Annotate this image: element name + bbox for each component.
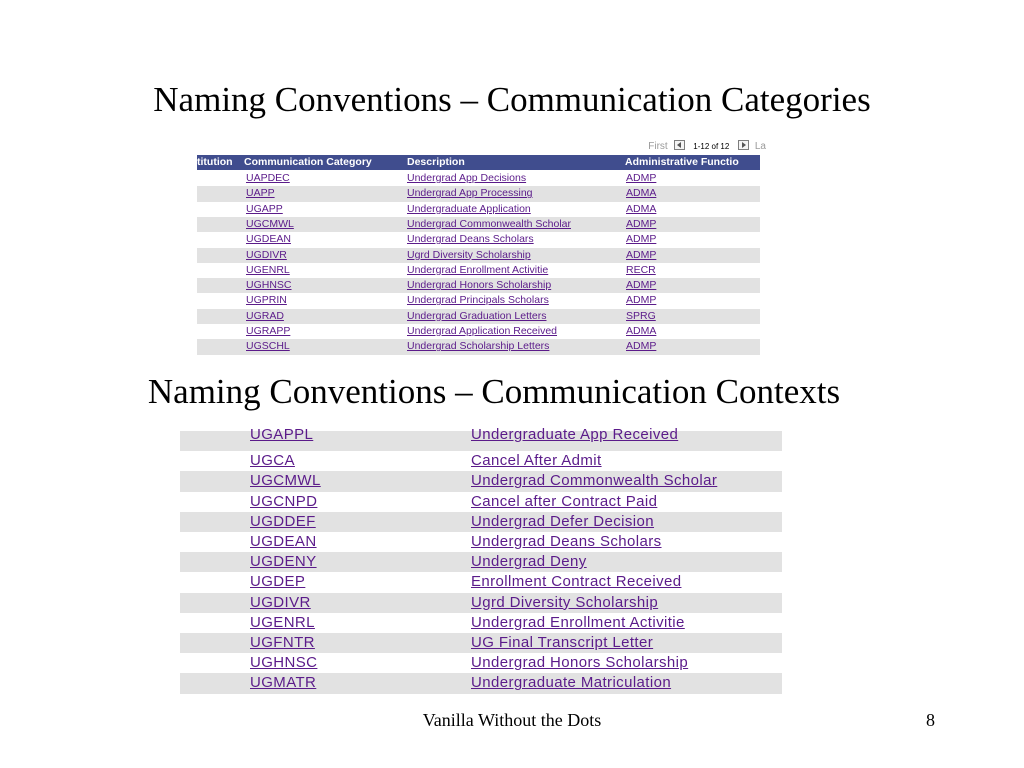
context-description-link[interactable]: Undergrad Commonwealth Scholar bbox=[471, 472, 718, 490]
category-description-link[interactable]: Undergraduate Application bbox=[407, 202, 531, 215]
context-code-link[interactable]: UGAPPL bbox=[250, 426, 314, 443]
context-description-link[interactable]: Enrollment Contract Received bbox=[471, 573, 682, 591]
context-description-link[interactable]: Undergrad Deans Scholars bbox=[471, 533, 662, 550]
slide-page-number: 8 bbox=[926, 710, 935, 730]
category-code-link[interactable]: UGCMWL bbox=[246, 217, 294, 230]
last-link[interactable]: La bbox=[754, 141, 766, 152]
context-description-link[interactable]: Undergrad Defer Decision bbox=[471, 512, 655, 530]
communication-categories-grid bbox=[197, 139, 766, 355]
context-row bbox=[180, 426, 782, 451]
context-description-link[interactable]: Undergraduate Matriculation bbox=[471, 674, 672, 692]
context-description-link[interactable]: Undergraduate App Received bbox=[471, 426, 679, 443]
category-code-link[interactable]: UGDEAN bbox=[246, 233, 291, 246]
category-code-link[interactable]: UAPP bbox=[246, 187, 275, 200]
header-description: Description bbox=[407, 156, 465, 168]
context-description-link[interactable]: Undergrad Deny bbox=[471, 553, 587, 571]
context-row bbox=[180, 633, 782, 653]
category-row bbox=[197, 171, 760, 186]
next-page-icon[interactable] bbox=[738, 140, 749, 150]
context-description-link[interactable]: Cancel after Contract Paid bbox=[471, 492, 658, 510]
category-description-link[interactable]: Undergrad Honors Scholarship bbox=[407, 279, 552, 292]
category-code-link[interactable]: UGAPP bbox=[246, 202, 283, 215]
context-code-link[interactable]: UGCNPD bbox=[250, 492, 318, 510]
category-row bbox=[197, 263, 760, 278]
slide-footer: Vanilla Without the Dots bbox=[422, 710, 602, 730]
category-code-link[interactable]: UGHNSC bbox=[246, 279, 292, 292]
category-code-link[interactable]: UGSCHL bbox=[246, 340, 290, 353]
context-description-link[interactable]: UG Final Transcript Letter bbox=[471, 634, 654, 651]
context-code-link[interactable]: UGHNSC bbox=[250, 654, 318, 672]
context-row bbox=[180, 492, 782, 512]
administrative-function-link[interactable]: ADMP bbox=[626, 248, 657, 261]
category-row bbox=[197, 232, 760, 247]
slide-title-categories: Naming Conventions – Communication Categories bbox=[153, 80, 871, 119]
category-description-link[interactable]: Undergrad Scholarship Letters bbox=[407, 340, 550, 353]
category-row bbox=[197, 202, 760, 217]
context-row bbox=[180, 572, 782, 592]
context-row bbox=[180, 451, 782, 471]
administrative-function-link[interactable]: ADMA bbox=[626, 325, 657, 337]
category-description-link[interactable]: Undergrad App Decisions bbox=[407, 172, 527, 184]
context-row bbox=[180, 471, 782, 491]
previous-page-icon[interactable] bbox=[674, 140, 685, 150]
context-code-link[interactable]: UGDENY bbox=[250, 553, 317, 571]
administrative-function-link[interactable]: ADMP bbox=[626, 340, 657, 353]
category-description-link[interactable]: Undergrad Graduation Letters bbox=[407, 309, 547, 322]
context-code-link[interactable]: UGCA bbox=[250, 452, 295, 470]
context-code-link[interactable]: UGDEP bbox=[250, 573, 306, 591]
context-description-link[interactable]: Ugrd Diversity Scholarship bbox=[471, 593, 659, 611]
context-row bbox=[180, 532, 782, 552]
administrative-function-link[interactable]: ADMP bbox=[626, 217, 657, 230]
administrative-function-link[interactable]: RECR bbox=[626, 263, 656, 276]
context-row bbox=[180, 613, 782, 633]
slide-title-contexts: Naming Conventions – Communication Contexts bbox=[147, 372, 841, 411]
category-row bbox=[197, 248, 760, 263]
administrative-function-link[interactable]: ADMP bbox=[626, 294, 657, 307]
context-code-link[interactable]: UGDDEF bbox=[250, 512, 316, 530]
category-code-link[interactable]: UGRAD bbox=[246, 309, 284, 322]
category-code-link[interactable]: UGPRIN bbox=[246, 294, 287, 307]
grid-navigation bbox=[648, 140, 766, 154]
grid-header-row bbox=[197, 155, 760, 170]
category-code-link[interactable]: UGENRL bbox=[246, 263, 290, 276]
category-row bbox=[197, 324, 760, 339]
category-description-link[interactable]: Undergrad Commonwealth Scholar bbox=[407, 217, 571, 230]
category-row bbox=[197, 186, 760, 201]
administrative-function-link[interactable]: ADMP bbox=[626, 233, 657, 246]
context-code-link[interactable]: UGFNTR bbox=[250, 634, 315, 651]
context-description-link[interactable]: Undergrad Honors Scholarship bbox=[471, 654, 689, 672]
administrative-function-link[interactable]: SPRG bbox=[626, 309, 656, 322]
context-row bbox=[180, 673, 782, 693]
category-row bbox=[197, 339, 760, 354]
header-communication-category: Communication Category bbox=[244, 156, 372, 168]
context-code-link[interactable]: UGENRL bbox=[250, 613, 315, 631]
context-row bbox=[180, 593, 782, 613]
context-row bbox=[180, 512, 782, 532]
communication-contexts-grid bbox=[180, 426, 782, 695]
header-institution: titution bbox=[197, 156, 233, 168]
administrative-function-link[interactable]: ADMP bbox=[626, 279, 657, 292]
context-code-link[interactable]: UGCMWL bbox=[250, 472, 321, 490]
context-code-link[interactable]: UGDIVR bbox=[250, 593, 311, 611]
row-range: 1-12 of 12 bbox=[693, 142, 730, 151]
context-description-link[interactable]: Cancel After Admit bbox=[471, 452, 602, 470]
first-link[interactable]: First bbox=[648, 141, 668, 152]
category-code-link[interactable]: UAPDEC bbox=[246, 172, 290, 184]
administrative-function-link[interactable]: ADMA bbox=[626, 187, 657, 200]
category-description-link[interactable]: Undergrad Application Received bbox=[407, 325, 558, 337]
category-description-link[interactable]: Ugrd Diversity Scholarship bbox=[407, 248, 531, 261]
administrative-function-link[interactable]: ADMA bbox=[626, 202, 657, 215]
header-administrative-function: Administrative Functio bbox=[625, 156, 739, 168]
category-description-link[interactable]: Undergrad Principals Scholars bbox=[407, 294, 549, 307]
category-code-link[interactable]: UGDIVR bbox=[246, 248, 287, 261]
context-code-link[interactable]: UGMATR bbox=[250, 674, 317, 692]
administrative-function-link[interactable]: ADMP bbox=[626, 172, 657, 184]
context-description-link[interactable]: Undergrad Enrollment Activitie bbox=[471, 613, 685, 631]
category-description-link[interactable]: Undergrad App Processing bbox=[407, 187, 533, 200]
category-row bbox=[197, 278, 760, 293]
category-code-link[interactable]: UGRAPP bbox=[246, 325, 291, 337]
context-code-link[interactable]: UGDEAN bbox=[250, 533, 317, 550]
context-row bbox=[180, 552, 782, 572]
context-row bbox=[180, 653, 782, 673]
category-description-link[interactable]: Undergrad Enrollment Activitie bbox=[407, 263, 549, 276]
category-row bbox=[197, 293, 760, 308]
category-row bbox=[197, 217, 760, 232]
category-description-link[interactable]: Undergrad Deans Scholars bbox=[407, 233, 534, 246]
category-row bbox=[197, 309, 760, 324]
